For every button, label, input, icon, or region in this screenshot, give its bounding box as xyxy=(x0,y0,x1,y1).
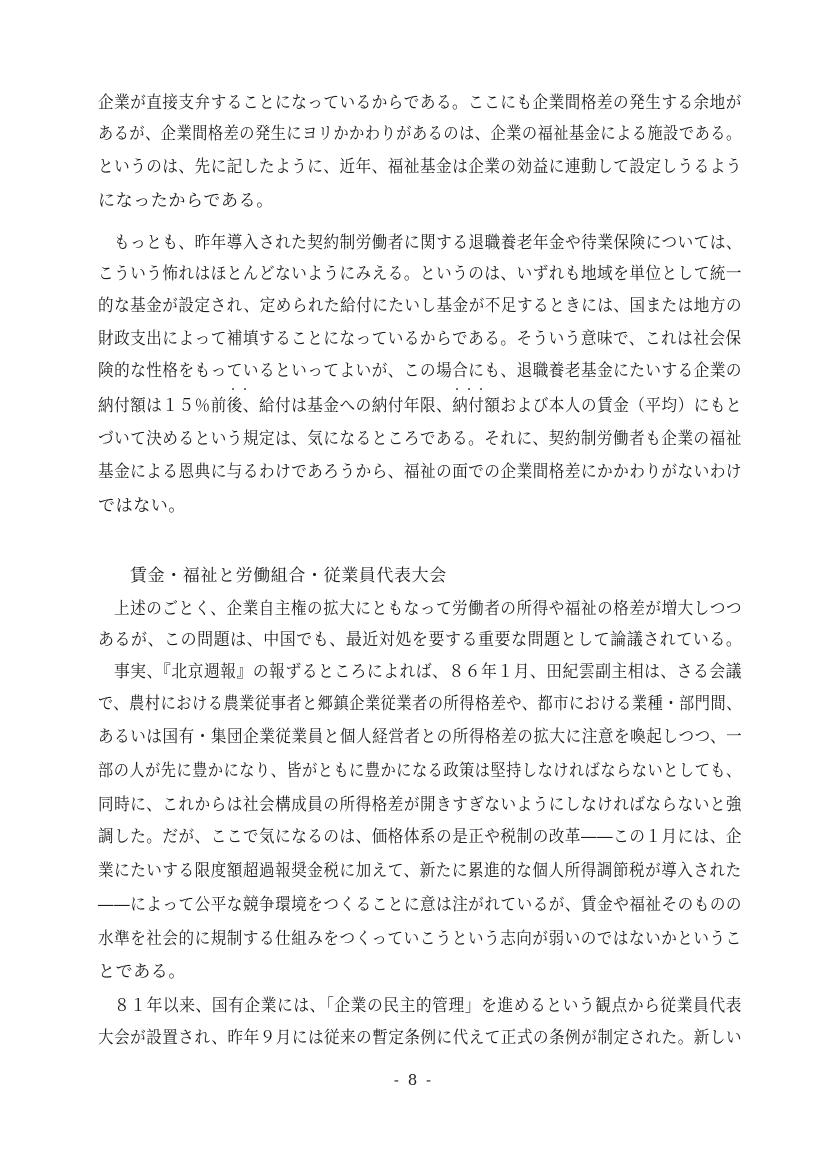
text-line: になったからである。 xyxy=(98,191,274,211)
text-line: ではない。 xyxy=(98,496,186,516)
text-line: あるが、企業間格差の発生にヨリかかわりがあるのは、企業の福祉基金による施設である。 xyxy=(98,124,742,144)
text-line: こういう怖れはほとんどないようにみえる。というのは、いずれも地域を単位として統一 xyxy=(98,264,743,284)
text-line: 納付額は１５％前後、給付は基金への納付年限、納付額および本人の賃金（平均）にもと xyxy=(98,396,743,416)
emphasis-dots: ・・・ xyxy=(452,385,488,396)
text-line: 険的な性格をもっているといってよいが、この場合にも、退職養老基金にたいする企業の xyxy=(98,361,743,381)
section-heading: 賃金・福祉と労働組合・従業員代表大会 xyxy=(130,566,447,586)
text-line: 基金による恩典に与るわけであろうから、福祉の面での企業間格差にかかわりがないわけ xyxy=(98,462,743,482)
text-line: 同時に、これからは社会構成員の所得格差が開きすぎないようにしなければならないと強 xyxy=(98,795,743,815)
text-line: 財政支出によって補填することになっているからである。そういう意味で、これは社会保 xyxy=(98,329,742,349)
text-line: 的な基金が設定され、定められた給付にたいし基金が不足するときには、国または地方の xyxy=(98,296,743,316)
text-line: 上述のごとく、企業自主権の拡大にともなって労働者の所得や福祉の格差が増大しつつ xyxy=(114,599,743,619)
text-line: で、農村における農業従事者と郷鎮企業従業者の所得格差や、都市における業種・部門間、 xyxy=(98,694,742,714)
emphasis-dots: ・・ xyxy=(228,385,252,396)
text-line: とである。 xyxy=(98,962,186,982)
text-line: づいて決めるという規定は、気になるところである。それに、契約制労働者も企業の福祉 xyxy=(98,429,742,449)
text-line: 水準を社会的に規制する仕組みをつくっていこうという志向が弱いのではないかというこ xyxy=(98,929,742,949)
text-line: もっとも、昨年導入された契約制労働者に関する退職養老年金や待業保険については、 xyxy=(114,233,743,253)
text-line: 企業が直接支弁することになっているからである。ここにも企業間格差の発生する余地が xyxy=(98,93,742,113)
text-line: あるが、この問題は、中国でも、最近対処を要する重要な問題として論議されている。 xyxy=(98,630,743,650)
text-line: 部の人が先に豊かになり、皆がともに豊かになる政策は堅持しなければならないとしても、 xyxy=(98,761,742,781)
text-line: 大会が設置され、昨年９月には従来の暫定条例に代えて正式の条例が制定された。新しい xyxy=(98,1028,743,1048)
page-number: - 8 - xyxy=(393,1071,434,1089)
text-line: というのは、先に記したように、近年、福祉基金は企業の効益に連動して設定しうるよう xyxy=(98,157,743,177)
text-line: 業にたいする限度額超過報奨金税に加えて、新たに累進的な個人所得調節税が導入された xyxy=(98,861,742,881)
text-line: 調した。だが、ここで気になるのは、価格体系の是正や税制の改革――この１月には、企 xyxy=(98,827,743,847)
text-line: ――によって公平な競争環境をつくることに意は注がれているが、賃金や福祉そのものの xyxy=(98,895,743,915)
text-line: 事実、『北京週報』の報ずるところによれば、８６年１月、田紀雲副主相は、さる会議 xyxy=(114,662,742,682)
text-line: ８１年以来、国有企業には、「企業の民主的管理」を進めるという観点から従業員代表 xyxy=(114,996,742,1016)
text-line: あるいは国有・集団企業従業員と個人経営者との所得格差の拡大に注意を喚起しつつ、一 xyxy=(98,727,743,747)
